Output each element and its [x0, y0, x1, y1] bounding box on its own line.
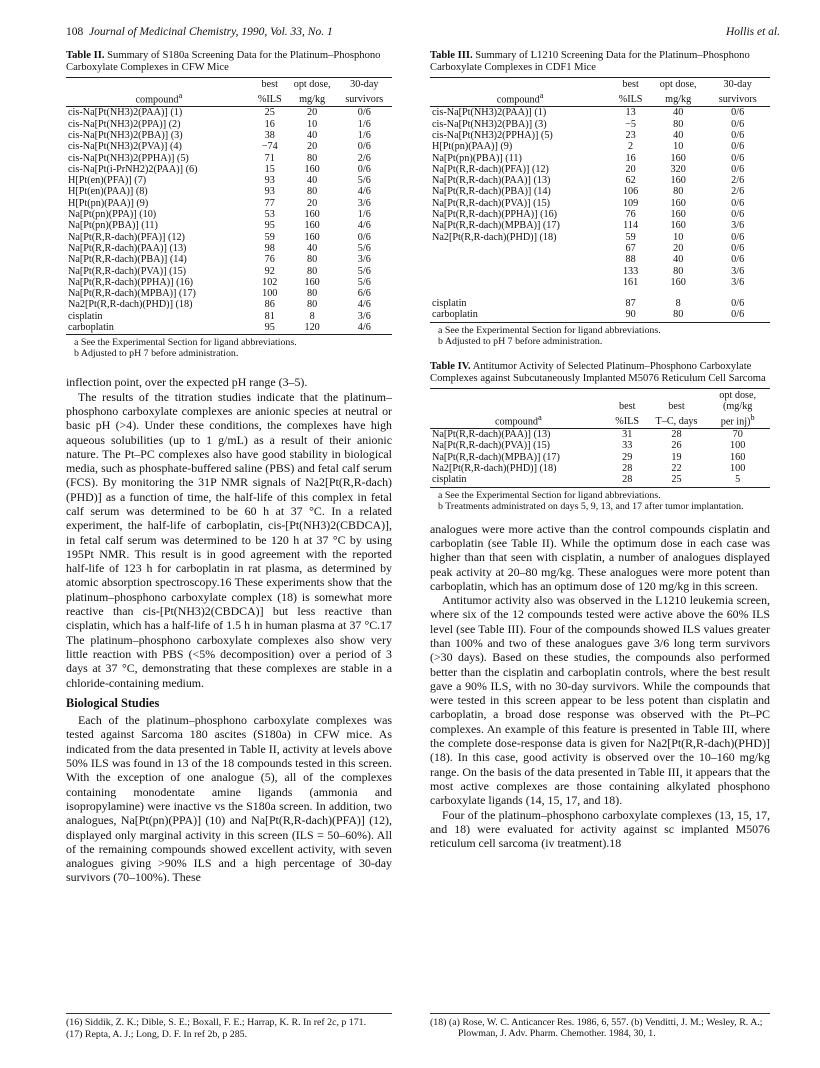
reference: (16) Siddik, Z. K.; Dible, S. E.; Boxall, F. E.; Harrap, K. R. In ref 2c, p 171.: [66, 1017, 367, 1028]
value-cell: 2: [628, 141, 634, 153]
compound-cell: cisplatin: [430, 474, 607, 487]
compound-cell: Na[Pt(R,R-dach)(MPBA)] (17): [432, 451, 560, 463]
compound-cell: Na[Pt(pn)(PBA)] (11): [68, 220, 158, 232]
value-cell: 160: [670, 175, 686, 187]
table-row: [430, 277, 770, 288]
compound-cell: cis-Na[Pt(NH3)2(PPHA)] (5): [432, 129, 553, 141]
table-row: [430, 164, 770, 175]
value-cell: 0/6: [731, 118, 745, 130]
value-cell: 59: [625, 231, 636, 243]
value-cell: 80: [307, 288, 318, 300]
compound-cell: Na[Pt(R,R-dach)(PBA)] (14): [68, 254, 187, 266]
value-cell: 1/6: [357, 209, 371, 221]
value-cell: 22: [671, 463, 682, 475]
table3-caption-text: Summary of L1210 Screening Data for the Platinum–Phosphono Carboxylate Complexes in CDF1 Mice: [430, 50, 750, 73]
right-body-text: [430, 522, 770, 851]
value-cell: 4/6: [357, 186, 371, 198]
table-row: [430, 266, 770, 277]
value-cell: 80: [307, 186, 318, 198]
table-row: [66, 254, 392, 265]
value-cell: 6/6: [357, 288, 371, 300]
value-cell: 28: [622, 463, 633, 475]
value-cell: 0/6: [731, 163, 745, 175]
compound-cell: Na2[Pt(R,R-dach)(PHD)] (18): [432, 463, 557, 475]
compound-cell: cisplatin: [432, 298, 467, 310]
compound-cell: H[Pt(en)(PFA)] (7): [68, 175, 147, 187]
value-cell: 80: [673, 118, 684, 130]
value-cell: 87: [625, 298, 636, 310]
value-cell: 40: [307, 175, 318, 187]
value-cell: 0/6: [731, 242, 745, 254]
value-cell: 160: [730, 451, 746, 463]
value-cell: 160: [670, 220, 686, 232]
table-row: [430, 254, 770, 265]
table3-body: [430, 107, 770, 322]
value-cell: 92: [264, 265, 275, 277]
value-cell: 160: [670, 197, 686, 209]
table-row: [430, 298, 770, 309]
right-column: [430, 50, 770, 850]
compound-cell: Na[Pt(R,R-dach)(PPHA)] (16): [68, 276, 194, 288]
compound-cell: Na[Pt(pn)(PPA)] (10): [68, 209, 157, 221]
value-cell: 28: [607, 474, 648, 487]
value-cell: −74: [261, 141, 278, 153]
value-cell: 86: [264, 299, 275, 311]
section-heading: Biological Studies: [66, 695, 160, 710]
table-row: [430, 309, 770, 322]
value-cell: 0/6: [357, 107, 371, 119]
table-row: [430, 452, 770, 463]
table-row: [66, 164, 392, 175]
table4-caption-text: Antitumor Activity of Selected Platinum–Phosphono Carboxylate Complexes against Subcutaneously Implanted M5076 Reticulum Cell Sarcoma: [430, 360, 766, 384]
table-row: [66, 175, 392, 186]
paragraph: inflection point, over the expected pH range (3–5).: [66, 375, 308, 390]
table-row: [430, 153, 770, 164]
value-cell: 90: [610, 309, 651, 322]
table-row: [66, 311, 392, 322]
value-cell: 5/6: [357, 276, 371, 288]
value-cell: 0/6: [731, 107, 745, 119]
value-cell: 0/6: [731, 298, 745, 310]
table-row: [430, 429, 770, 441]
compound-cell: cis-Na[Pt(i-PrNH2)2(PAA)] (6): [68, 163, 198, 175]
value-cell: 5/6: [357, 265, 371, 277]
value-cell: 0/6: [731, 209, 745, 221]
table4-footnote-b: b Treatments administrated on days 5, 9, 13, and 17 after tumor implantation.: [438, 500, 744, 512]
value-cell: 88: [625, 254, 636, 266]
compound-cell: cis-Na[Pt(NH3)2(PBA)] (3): [432, 118, 547, 130]
table2-body: [66, 107, 392, 335]
value-cell: 160: [670, 152, 686, 164]
value-cell: 33: [622, 440, 633, 452]
value-cell: 20: [625, 163, 636, 175]
value-cell: 109: [622, 197, 639, 209]
table-row: [66, 288, 392, 299]
table-row: [430, 232, 770, 243]
compound-cell: [430, 266, 610, 277]
value-cell: 40: [673, 107, 684, 119]
value-cell: 15: [264, 163, 275, 175]
value-cell: 0/6: [731, 231, 745, 243]
compound-cell: Na[Pt(R,R-dach)(PPHA)] (16): [432, 209, 558, 221]
table-row: [66, 277, 392, 288]
value-cell: 19: [671, 451, 682, 463]
value-cell: 81: [264, 310, 275, 322]
table4-caption: [430, 361, 770, 385]
value-cell: 53: [264, 209, 275, 221]
value-cell: 80: [673, 186, 684, 198]
value-cell: 320: [670, 163, 686, 175]
value-cell: 70: [732, 429, 743, 441]
value-cell: 0/6: [731, 254, 745, 266]
table-row: [430, 119, 770, 130]
compound-cell: carboplatin: [430, 309, 610, 322]
value-cell: 67: [625, 242, 636, 254]
compound-cell: carboplatin: [66, 322, 252, 335]
value-cell: 26: [671, 440, 682, 452]
value-cell: 25: [648, 474, 706, 487]
value-cell: 25: [264, 107, 275, 119]
value-cell: 77: [264, 197, 275, 209]
paragraph: analogues were more active than the control compounds cisplatin and carboplatin (see Table II). While the optimum dose in each case was higher than that seen with cisplatin, a number of analogues displayed peak activity at 20–80 mg/kg. These analogues were more potent than carboplatin, which has an optimum dose of 120 mg/kg in this screen.: [430, 521, 770, 593]
compound-cell: Na[Pt(R,R-dach)(MPBA)] (17): [432, 220, 560, 232]
table2-caption-text: Summary of S180a Screening Data for the Platinum–Phosphono Carboxylate Complexes in CFW Mice: [66, 50, 381, 73]
value-cell: 80: [673, 265, 684, 277]
table-row: [430, 463, 770, 474]
value-cell: 20: [307, 107, 318, 119]
compound-cell: Na[Pt(R,R-dach)(PFA)] (12): [68, 231, 185, 243]
value-cell: 20: [307, 197, 318, 209]
compound-cell: Na[Pt(R,R-dach)(PVA)] (15): [432, 197, 551, 209]
table-row: [66, 130, 392, 141]
compound-cell: Na2[Pt(R,R-dach)(PHD)] (18): [68, 299, 193, 311]
paragraph: Four of the platinum–phosphono carboxylate complexes (13, 15, 17, and 18) were evaluated for activity against sc implanted M5076 reticulum cell sarcoma (iv treatment).18: [430, 807, 770, 851]
value-cell: 5/6: [357, 242, 371, 254]
value-cell: 1/6: [357, 129, 371, 141]
compound-cell: Na[Pt(R,R-dach)(MPBA)] (17): [68, 288, 196, 300]
value-cell: 59: [264, 231, 275, 243]
compound-cell: cis-Na[Pt(NH3)2(PAA)] (1): [68, 107, 183, 119]
table-row: [430, 198, 770, 209]
table-row: [66, 153, 392, 164]
table-row: [430, 474, 770, 487]
table2-footnote-b: b Adjusted to pH 7 before administration.: [74, 348, 239, 360]
table-spacer: [430, 288, 770, 298]
table-row: [66, 220, 392, 231]
value-cell: 2/6: [357, 152, 371, 164]
value-cell: 102: [262, 276, 278, 288]
compound-cell: cis-Na[Pt(NH3)2(PPHA)] (5): [68, 152, 189, 164]
table-row: [66, 209, 392, 220]
paragraph: Antitumor activity also was observed in the L1210 leukemia screen, where six of the 12 compounds tested were active above the 60% ILS level (see Table III). Four of the compounds showed ILS values greater than 100% and two of these analogues gave 3/6 long term survivors (>30 days). Based on these studies, the compounds also performed better than the cisplatin and carboplatin controls, where the best result gave a 90% ILS, with no 30-day survivors. While the compounds that were tested in this screen appear to be less potent than cisplatin and carboplatin, a broad dose response was observed with the Pt–PC complexes. An example of this feature is presented in Table III, where the complete dose-response data is given for Na2[Pt(R,R-dach)(PHD)] (18). In this case, good activity is observed over the 10–160 mg/kg range. On the basis of the data presented in Table III, it appears that the most active complexes are those containing alkylated phosphono carboxylate ligands (14, 15, 17, and 18).: [430, 593, 770, 808]
table3-caption: [430, 50, 770, 74]
compound-cell: Na[Pt(R,R-dach)(PFA)] (12): [432, 163, 549, 175]
value-cell: 10: [673, 141, 684, 153]
value-cell: 80: [307, 254, 318, 266]
value-cell: 3/6: [731, 220, 745, 232]
table2: best opt dose, 30-day compound$^a$ %ILS mg/kg survivors cis-Na[Pt(NH3)2(PAA)] (1) 25 20 0/6 cis-Na[Pt(NH3)2(PPA)] (2) 16 10 1/6 cis-Na[Pt(NH3)2(PBA)] (3) 38 40 1/6 cis-Na[Pt(NH3)2(PVA)] (4) −74 20 0/6 cis-Na[Pt(NH3)2(PPHA)] (5) 71 80 2/6 cis-Na[Pt(i-PrNH2)2(PAA)] (6) 15 160 0/6 H[Pt(en)(PFA)] (7) 93 40 5/6 H[Pt(en)(PAA)] (8) 93 80 4/6 H[Pt(pn)(PAA)] (9) 77 20 3/6 Na[Pt(pn)(PPA)] (10) 53 160 1/6 Na[Pt(pn)(PBA)] (11) 95 160 4/6 Na[Pt(R,R-dach)(PFA)] (12) 59 160 0/6 Na[Pt(R,R-dach)(PAA)] (13) 98 40 5/6 Na[Pt(R,R-dach)(PBA)] (14) 76 80 3/6 Na[Pt(R,R-dach)(PVA)] (15) 92 80 5/6 Na[Pt(R,R-dach)(PPHA)] (16) 102 160 5/6 Na[Pt(R,R-dach)(MPBA)] (17) 100 80 6/6 Na2[Pt(R,R-dach)(PHD)] (18) 86 80 4/6 cisplatin 81 8 3/6 carboplatin 95 120 4/6: [66, 77, 392, 335]
compound-cell: Na[Pt(R,R-dach)(PAA)] (13): [68, 242, 187, 254]
value-cell: 3/6: [357, 254, 371, 266]
table-row: [66, 107, 392, 119]
value-cell: 29: [622, 451, 633, 463]
value-cell: 76: [264, 254, 275, 266]
value-cell: 160: [304, 276, 320, 288]
table-row: [66, 243, 392, 254]
value-cell: 100: [730, 463, 746, 475]
value-cell: 0/6: [705, 309, 770, 322]
value-cell: 80: [651, 309, 705, 322]
value-cell: 4/6: [337, 322, 392, 335]
value-cell: 23: [625, 129, 636, 141]
compound-cell: cis-Na[Pt(NH3)2(PPA)] (2): [68, 118, 181, 130]
compound-cell: Na[Pt(R,R-dach)(PAA)] (13): [432, 429, 551, 441]
value-cell: 20: [673, 242, 684, 254]
compound-cell: [430, 277, 610, 288]
compound-cell: H[Pt(pn)(PAA)] (9): [432, 141, 513, 153]
table-row: [430, 107, 770, 119]
value-cell: 0/6: [731, 141, 745, 153]
value-cell: 8: [675, 298, 681, 310]
value-cell: 4/6: [357, 220, 371, 232]
table-row: [430, 186, 770, 197]
value-cell: 0/6: [731, 129, 745, 141]
table-row: [430, 130, 770, 141]
value-cell: 160: [670, 209, 686, 221]
value-cell: 20: [307, 141, 318, 153]
value-cell: 160: [304, 231, 320, 243]
value-cell: 3/6: [357, 310, 371, 322]
table3: best opt dose, 30-day compound$^a$ %ILS mg/kg survivors cis-Na[Pt(NH3)2(PAA)] (1) 13 40 0/6 cis-Na[Pt(NH3)2(PBA)] (3) −5 80 0/6 cis-Na[Pt(NH3)2(PPHA)] (5) 23 40 0/6 H[Pt(pn)(PAA)] (9) 2 10 0/6 Na[Pt(pn)(PBA)] (11) 16 160 0/6 Na[Pt(R,R-dach)(PFA)] (12) 20 320 0/6 Na[Pt(R,R-dach)(PAA)] (13) 62 160 2/6 Na[Pt(R,R-dach)(PBA)] (14) 106 80 2/6 Na[Pt(R,R-dach)(PVA)] (15) 109 160 0/6 Na[Pt(R,R-dach)(PPHA)] (16) 76 160 0/6 Na[Pt(R,R-dach)(MPBA)] (17) 114 160 3/6 Na2[Pt(R,R-dach)(PHD)] (18) 59 10 0/6 67 20 0/6 88 40 0/6 133 80 3/6 161 160 3/6 cisplatin 87 8 0/6 carboplatin 90 80 0/6: [430, 77, 770, 323]
table3-footnote-a: a See the Experimental Section for ligand abbreviations.: [438, 324, 661, 336]
table-row: [430, 220, 770, 231]
compound-cell: Na[Pt(R,R-dach)(PBA)] (14): [432, 186, 551, 198]
reference: (18) (a) Rose, W. C. Anticancer Res. 1986, 6, 557. (b) Venditti, J. M.; Wesley, R. A.; Plowman, J. Adv. Pharm. Chemother. 1984, 30, 1.: [430, 1017, 763, 1040]
table4-footnote-a: a See the Experimental Section for ligand abbreviations.: [438, 489, 661, 501]
value-cell: 28: [671, 429, 682, 441]
value-cell: 5/6: [357, 175, 371, 187]
value-cell: 71: [264, 152, 275, 164]
value-cell: 160: [670, 276, 686, 288]
table3-label: Table III.: [430, 50, 473, 61]
table-row: [66, 266, 392, 277]
value-cell: 2/6: [731, 186, 745, 198]
value-cell: 161: [622, 276, 639, 288]
table4-footnotes: [430, 490, 770, 512]
table-row: [66, 232, 392, 243]
value-cell: 40: [307, 129, 318, 141]
value-cell: 3/6: [731, 265, 745, 277]
compound-cell: Na[Pt(pn)(PBA)] (11): [432, 152, 522, 164]
value-cell: 3/6: [357, 197, 371, 209]
value-cell: 31: [622, 429, 633, 441]
value-cell: 80: [307, 265, 318, 277]
reference: (17) Repta, A. J.; Long, D. F. In ref 2b, p 285.: [66, 1029, 248, 1041]
compound-cell: cis-Na[Pt(NH3)2(PBA)] (3): [68, 129, 183, 141]
table-row: [66, 198, 392, 209]
table-row: [430, 209, 770, 220]
value-cell: 10: [673, 231, 684, 243]
value-cell: 100: [730, 440, 746, 452]
compound-cell: H[Pt(pn)(PAA)] (9): [68, 197, 149, 209]
table-row: [430, 243, 770, 254]
compound-cell: H[Pt(en)(PAA)] (8): [68, 186, 148, 198]
paragraph: Each of the platinum–phosphono carboxylate complexes was tested against Sarcoma 180 ascites (S180a) in CFW mice. As indicated from the data presented in Table II, activity at levels above 50% ILS was found in 13 of the 18 compounds tested in this screen. With the exception of one analogue (5), all of the complexes containing monodentate amine ligands (ammonia and isopropylamine) were inactive vs the S180a screen. In addition, two analogues, Na[Pt(pn)(PPA)] (10) and Na[Pt(R,R-dach)(PFA)] (12), displayed only marginal activity in this screen (ILS = 50–60%). All of the remaining compounds showed excellent activity, with seven analogues giving >90% ILS and a high percentage of 30-day survivors (70–100%). These: [66, 713, 392, 885]
value-cell: 0/6: [357, 231, 371, 243]
value-cell: 38: [264, 129, 275, 141]
value-cell: 8: [309, 310, 315, 322]
running-header: [66, 26, 780, 42]
value-cell: 10: [307, 118, 318, 130]
value-cell: 40: [673, 129, 684, 141]
table-row: [430, 141, 770, 152]
table-row: [66, 186, 392, 197]
value-cell: 80: [307, 152, 318, 164]
value-cell: 80: [307, 299, 318, 311]
table-row: [66, 141, 392, 152]
references-right: [430, 1013, 770, 1041]
compound-cell: cis-Na[Pt(NH3)2(PAA)] (1): [432, 107, 547, 119]
value-cell: 106: [622, 186, 639, 198]
value-cell: 13: [625, 107, 636, 119]
value-cell: 98: [264, 242, 275, 254]
value-cell: 95: [264, 220, 275, 232]
paragraph: The results of the titration studies indicate that the platinum–phosphono carboxylate complexes are anionic species at neutral or basic pH (>4). Under these conditions, the complexes have high aqueous solubilities (up to 1 g/mL) as a result of their anionic nature. The Pt–PC complexes also have good stability in biological media, such as phosphate-buffered saline (PBS) and fetal calf serum (FCS). By monitoring the 31P NMR signals of Na2[Pt(R,R-dach)(PHD)] as a function of time, the half-life of this complex in fetal calf serum was determined to be 60 h at 37 °C. In a related experiment, the half-life of carboplatin, cis-[Pt(NH3)2(CBDCA)], in fetal calf serum was determined to be 120 h at 37 °C by using 195Pt NMR. This result is in good agreement with the reported half-life of 123 h for carboplatin in rat plasma, as determined by atomic absorption spectroscopy.16 These experiments show that the platinum–phosphono carboxylate complex (18) is somewhat more reactive than cis-[Pt(NH3)2(CBDCA)] but less reactive than cisplatin, which has a half-life of 1.5 h in human plasma at 37 °C.17 The platinum–phosphono carboxylate complexes also show very little reaction with PBS (<5% decomposition) over a period of 3 days at 37 °C, demonstrating that these complexes are stable in a chloride-containing medium.: [66, 389, 392, 690]
value-cell: 2/6: [731, 175, 745, 187]
value-cell: 40: [673, 254, 684, 266]
value-cell: 114: [623, 220, 639, 232]
value-cell: 1/6: [357, 118, 371, 130]
value-cell: 76: [625, 209, 636, 221]
table4: opt dose, best best (mg/kg compound$^a$ %ILS T–C, days per inj)$^b$ Na[Pt(R,R-dach)(PAA)] (13) 31 28 70 Na[Pt(R,R-dach)(PVA)] (15) 33 26 100 Na[Pt(R,R-dach)(MPBA)] (17) 29 19 160 Na2[Pt(R,R-dach)(PHD)] (18) 28 22 100 cisplatin 28 25 5: [430, 388, 770, 488]
table2-caption: [66, 50, 392, 74]
left-column: [66, 50, 392, 885]
value-cell: 4/6: [357, 299, 371, 311]
references-left: [66, 1013, 392, 1042]
value-cell: 133: [622, 265, 639, 277]
compound-cell: Na[Pt(R,R-dach)(PAA)] (13): [432, 175, 551, 187]
page-number: 108: [66, 26, 84, 38]
table-row: [430, 175, 770, 186]
compound-cell: Na2[Pt(R,R-dach)(PHD)] (18): [432, 231, 557, 243]
value-cell: 93: [264, 175, 275, 187]
table3-footnote-b: b Adjusted to pH 7 before administration.: [438, 335, 603, 347]
value-cell: 120: [288, 322, 337, 335]
compound-cell: [430, 243, 610, 254]
value-cell: 100: [262, 288, 278, 300]
value-cell: 3/6: [731, 276, 745, 288]
table4-label: Table IV.: [430, 360, 471, 372]
value-cell: 95: [252, 322, 288, 335]
left-body-text: [66, 375, 392, 884]
value-cell: 160: [304, 209, 320, 221]
compound-cell: cisplatin: [68, 310, 103, 322]
table-row: [430, 440, 770, 451]
table3-footnotes: [430, 325, 770, 347]
table4-body: [430, 429, 770, 487]
table2-footnotes: [66, 337, 392, 359]
value-cell: 16: [625, 152, 636, 164]
value-cell: 160: [304, 163, 320, 175]
value-cell: −5: [625, 118, 637, 130]
value-cell: 5: [705, 474, 770, 487]
running-authors: Hollis et al.: [726, 26, 780, 38]
table-row: [66, 322, 392, 335]
table-row: [66, 299, 392, 310]
value-cell: 160: [304, 220, 320, 232]
table2-label: Table II.: [66, 50, 105, 61]
value-cell: 16: [264, 118, 275, 130]
value-cell: 0/6: [357, 163, 371, 175]
value-cell: 0/6: [731, 152, 745, 164]
value-cell: 40: [307, 242, 318, 254]
value-cell: 93: [264, 186, 275, 198]
value-cell: 0/6: [731, 197, 745, 209]
table2-footnote-a: a See the Experimental Section for ligand abbreviations.: [74, 337, 297, 349]
compound-cell: Na[Pt(R,R-dach)(PVA)] (15): [68, 265, 187, 277]
value-cell: 62: [625, 175, 636, 187]
compound-cell: cis-Na[Pt(NH3)2(PVA)] (4): [68, 141, 182, 153]
compound-cell: [430, 254, 610, 265]
journal-citation: Journal of Medicinal Chemistry, 1990, Vol. 33, No. 1: [89, 26, 333, 38]
compound-cell: Na[Pt(R,R-dach)(PVA)] (15): [432, 440, 551, 452]
value-cell: 0/6: [357, 141, 371, 153]
table-row: [66, 119, 392, 130]
